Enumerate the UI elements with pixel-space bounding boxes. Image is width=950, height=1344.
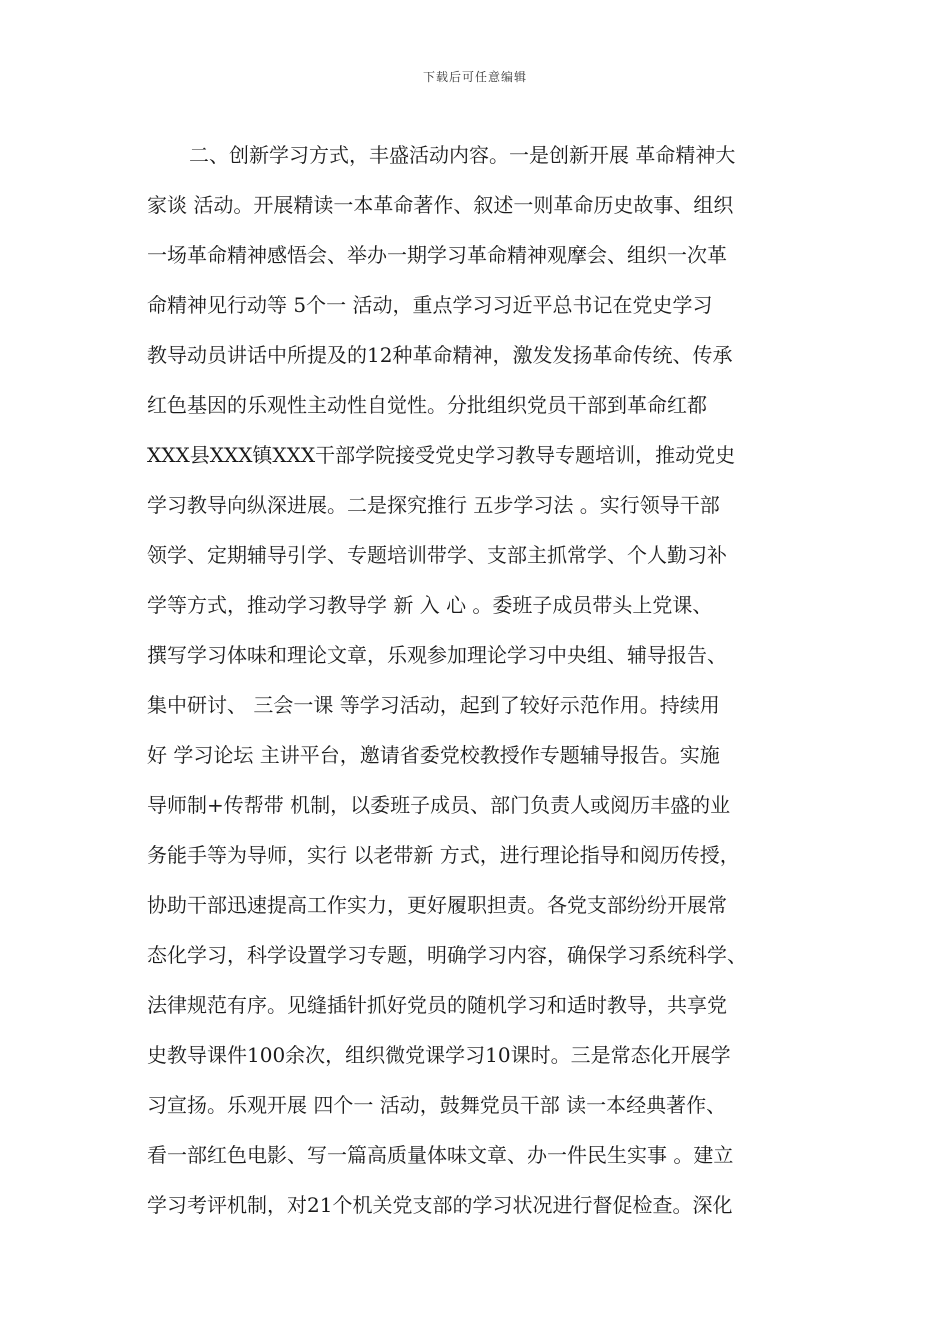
text-line: 家谈 活动。开展精读一本革命著作、叙述一则革命历史故事、组织 [147,193,734,217]
text-line: 态化学习，科学设置学习专题，明确学习内容，确保学习系统科学、 [147,943,747,967]
text-line: 好 学习论坛 主讲平台，邀请省委党校教授作专题辅导报告。实施 [147,743,720,767]
text-line: 史教导课件100余次，组织微党课学习10课时。三是常态化开展学 [147,1043,731,1067]
text-line: 法律规范有序。见缝插针抓好党员的随机学习和适时教导，共享党 [147,993,727,1017]
text-line: XXX县XXX镇XXX干部学院接受党史学习教导专题培训，推动党史 [147,443,736,467]
text-line: 学习考评机制，对21个机关党支部的学习状况进行督促检查。深化 [147,1193,733,1217]
text-line: 撰写学习体味和理论文章，乐观参加理论学习中央组、辅导报告、 [147,643,727,667]
text-line: 习宣扬。乐观开展 四个一 活动，鼓舞党员干部 读一本经典著作、 [147,1093,727,1117]
text-line: 协助干部迅速提高工作实力，更好履职担责。各党支部纷纷开展常 [147,893,727,917]
text-line: 学等方式，推动学习教导学 新 入 心 。委班子成员带头上党课、 [147,593,713,617]
text-line: 看一部红色电影、写一篇高质量体味文章、办一件民生实事 。建立 [147,1143,734,1167]
text-line: 教导动员讲话中所提及的12种革命精神，激发发扬革命传统、传承 [147,343,733,367]
page-header: 下载后可任意编辑 [422,70,527,84]
body-text [147,130,827,1230]
text-line: 集中研讨、 三会一课 等学习活动，起到了较好示范作用。持续用 [147,693,720,717]
text-line: 学习教导向纵深进展。二是探究推行 五步学习法 。实行领导干部 [147,493,720,517]
text-line: 领学、定期辅导引学、专题培训带学、支部主抓常学、个人勤习补 [147,543,727,567]
text-line: 务能手等为导师，实行 以老带新 方式，进行理论指导和阅历传授， [147,843,740,867]
text-line: 一场革命精神感悟会、举办一期学习革命精神观摩会、组织一次革 [147,243,727,267]
text-line: 命精神见行动等 5个一 活动，重点学习习近平总书记在党史学习 [147,293,713,317]
text-line: 二、创新学习方式，丰盛活动内容。一是创新开展 革命精神大 [189,143,736,167]
text-line: 导师制+传帮带 机制，以委班子成员、部门负责人或阅历丰盛的业 [147,793,731,817]
text-line: 红色基因的乐观性主动性自觉性。分批组织党员干部到革命红都 [147,393,707,417]
